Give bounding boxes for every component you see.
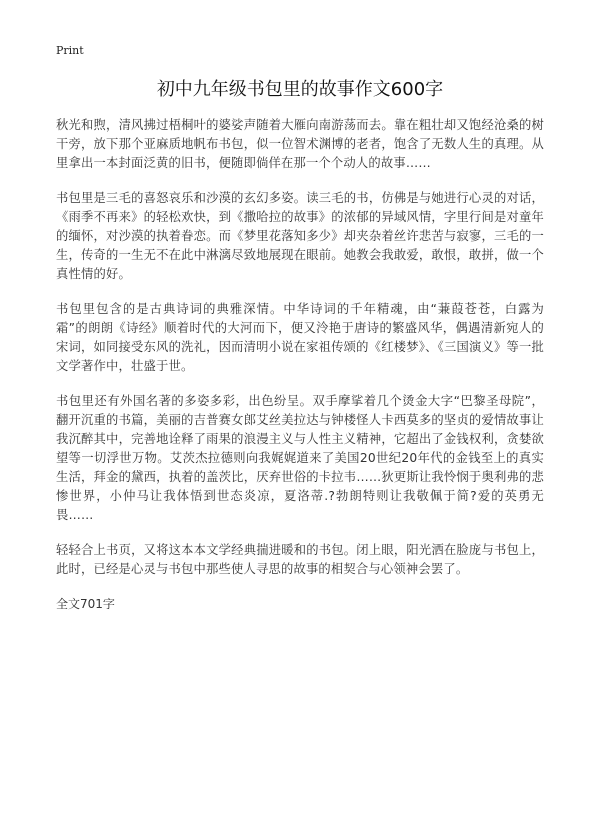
article-paragraph-4: 书包里还有外国名著的多姿多彩，出色纷呈。双手摩挲着几个烫金大字“巴黎圣母院”，翻开沉重的书篇，美丽的吉普赛女郎艾丝美拉达与钟楼怪人卡西莫多的坚贞的爱情故事让我沉醉其中，完善地诠释了雨果的浪漫主义与人性主义精神，它超出了金钱权利，贪婪欲望等一切浮世万物。艾茨杰拉德则向我娓娓道来了美国20世纪20年代的金钱至上的真实生活，拜金的黛西，执着的盖茨比，厌弃世俗的卡拉韦……狄更斯让我怜悯于奥利弗的悲惨世界，小仲马让我体悟到世态炎凉，夏洛蒂.?勃朗特则让我敬佩于简?爱的英勇无畏……	[56, 394, 544, 522]
article-paragraph-1: 秋光和煦，清风拂过梧桐叶的婆娑声随着大雁向南游荡而去。靠在粗壮却又饱经沧桑的树干旁，放下那个亚麻质地帆布书包，似一位智术渊博的老者，饱含了无数人生的真理。从里拿出一本封面泛黄的旧书，便随即倘佯在那一个个动人的故事……	[56, 118, 544, 170]
word-count: 全文701字	[56, 597, 115, 611]
article-body	[56, 116, 544, 613]
article-paragraph-3: 书包里包含的是古典诗词的典雅深情。中华诗词的千年精魂，由“蒹葭苍苍，白露为霜”的朗朗《诗经》顺着时代的大河而下，便又泠艳于唐诗的繁盛风华，偶遇清新宛人的宋词，如同接受东风的洗礼，因而清明小说在家祖传颂的《红楼梦》、《三国演义》等一批文学著作中，壮盛于世。	[56, 302, 544, 373]
article-title: 初中九年级书包里的故事作文600字	[156, 79, 444, 100]
print-link[interactable]: Print	[56, 44, 84, 57]
article-paragraph-2: 书包里是三毛的喜怒哀乐和沙漠的玄幻多姿。读三毛的书，仿佛是与她进行心灵的对话，《雨季不再来》的轻松欢快，到《撒哈拉的故事》的浓郁的异域风情，字里行间是对童年的缅怀，对沙漠的执着眷恋。而《梦里花落知多少》却夹杂着丝许悲苦与寂寥，三毛的一生，传奇的一生无不在此中淋漓尽致地展现在眼前。她教会我敢爱，敢恨，敢拼，做一个真性情的好。	[56, 191, 544, 281]
article-paragraph-5: 轻轻合上书页，又将这本本文学经典揣进暖和的书包。闭上眼，阳光洒在脸庞与书包上，此时，已经是心灵与书包中那些使人寻思的故事的相契合与心领神会罢了。	[56, 543, 544, 576]
